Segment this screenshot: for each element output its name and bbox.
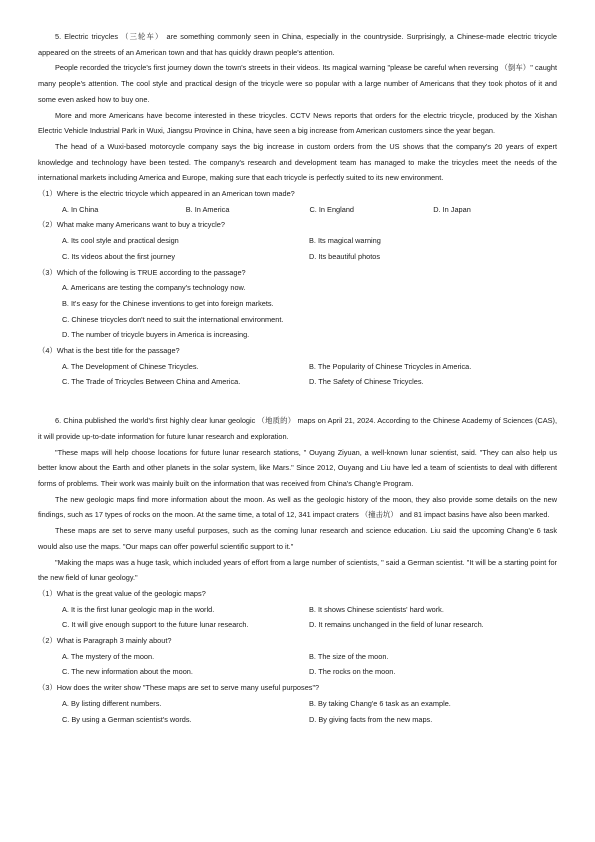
option-row	[38, 233, 557, 249]
option-c: C. The new information about the moon.	[62, 667, 193, 677]
passage-6	[38, 413, 557, 727]
option-b: B. The Popularity of Chinese Tricycles in America.	[309, 361, 472, 371]
passage-6-question-3	[38, 680, 557, 727]
option-c: C. Chinese tricycles don't need to suit the international environment.	[62, 314, 284, 324]
option-c: C. In England	[309, 204, 354, 214]
option-a: A. Americans are testing the company's technology now.	[62, 283, 246, 293]
option-c: C. Its videos about the first journey	[62, 251, 176, 261]
passage-5	[38, 29, 557, 390]
option-d: D. By giving facts from the new maps.	[309, 714, 433, 724]
passage-6-paragraph-5: "Making the maps was a huge task, which included years of effort from a large number of scientists, " said a German scientist. "It will be a starting point for the new field of lunar geology."	[38, 557, 557, 583]
passage-5-paragraph-2: People recorded the tricycle's first journey down the town's streets in their videos. Its magical warning "please be careful when reversing （倒车）" caught many people's attention. The cool style and practical design of the tricycle were so popular with a large number of Americans that they took photos of it and some even asked how to buy one.	[38, 63, 557, 104]
passage-5-question-2	[38, 217, 557, 264]
passage-6-paragraph-3: The new geologic maps find more information about the moon. As well as the geologic history of the moon, they also provide some details on the new findings, such as 17 types of rocks on the moon. At the same time, a total of 12, 341 impact craters （撞击坑） and 81 impact basins have also been marked.	[38, 494, 557, 520]
option-b: B. It's easy for the Chinese inventions to get into foreign markets.	[62, 298, 274, 308]
passage-6-paragraph-4: These maps are set to serve many useful purposes, such as the coming lunar research and science education. Liu said the upcoming Chang'e 6 task would also use the maps. "Our maps can offer powerful scientific support to it."	[38, 526, 557, 551]
question-stem: （2）What is Paragraph 3 mainly about?	[38, 636, 172, 646]
option-c: C. By using a German scientist's words.	[62, 714, 192, 724]
option-a: A. Its cool style and practical design	[62, 236, 179, 246]
option-d: D. It remains unchanged in the field of lunar research.	[309, 620, 484, 630]
passage-5-paragraph-4: The head of a Wuxi-based motorcycle company says the big increase in custom orders from the US shows that the company's 20 years of expert knowledge and technology have been tested. The company's research and development team has managed to make the tricycles meet the needs of the international markets including America and Europe, making sure that each tricycle is perfectly suited to its new environment.	[38, 141, 557, 183]
option-row	[38, 649, 557, 665]
question-stem: （2）What make many Americans want to buy a tricycle?	[38, 220, 225, 230]
passage-5-question-4	[38, 343, 557, 390]
passage-6-paragraph-1: 6. China published the world's first highly clear lunar geologic （地质的） maps on April 21, 2024. According to the Chinese Academy of Sciences (CAS), it will provide up-to-date information for future lunar research and exploration.	[38, 416, 557, 441]
question-stem: （1）What is the great value of the geologic maps?	[38, 588, 206, 598]
option-row	[38, 374, 557, 390]
option-a: A. By listing different numbers.	[62, 698, 162, 708]
option-row	[38, 664, 557, 680]
option-b: B. Its magical warning	[309, 236, 381, 246]
question-stem: （1）Where is the electric tricycle which appeared in an American town made?	[38, 189, 295, 199]
passage-5-question-3	[38, 265, 557, 344]
question-stem: （3）Which of the following is TRUE according to the passage?	[38, 267, 246, 277]
option-a: A. The mystery of the moon.	[62, 651, 155, 661]
option-d: D. The Safety of Chinese Tricycles.	[309, 377, 424, 387]
option-d: D. Its beautiful photos	[309, 251, 381, 261]
option-d: D. In Japan	[433, 204, 471, 214]
option-a: A. The Development of Chinese Tricycles.	[62, 361, 199, 371]
option-row	[38, 712, 557, 728]
option-b: B. By taking Chang'e 6 task as an example.	[309, 698, 451, 708]
option-b: B. It shows Chinese scientists' hard work.	[309, 604, 444, 614]
option-row	[38, 696, 557, 712]
passage-6-question-1	[38, 586, 557, 633]
passage-5-paragraph-3: More and more Americans have become interested in these tricycles. CCTV News reports that orders for the electric tricycle, produced by the Xishan Electric Vehicle Industrial Park in Wuxi, Jiangsu Province in China, have seen a big increase from American customers since the year began.	[38, 110, 557, 136]
option-a: A. In China	[62, 204, 99, 214]
option-row	[38, 359, 557, 375]
option-row	[38, 202, 557, 218]
section-spacer	[38, 390, 557, 413]
option-c: C. The Trade of Tricycles Between China and America.	[62, 377, 241, 387]
option-d: D. The number of tricycle buyers in America is increasing.	[62, 330, 250, 340]
option-row	[38, 617, 557, 633]
option-row	[38, 602, 557, 618]
passage-6-paragraph-2: "These maps will help choose locations for future lunar research stations, " Ouyang Ziyuan, a well-known lunar scientist, said. "They can also help us better know about the Earth and other planets in the solar system, like Mars." Since 2012, Ouyang and Liu have led a team of scientists to deal with different forms of problems. Their work was mainly built on the information that was received from China's Chang'e Program.	[38, 447, 557, 488]
option-c: C. It will give enough support to the future lunar research.	[62, 620, 249, 630]
passage-6-question-2	[38, 633, 557, 680]
option-d: D. The rocks on the moon.	[309, 667, 396, 677]
question-stem: （4）What is the best title for the passage?	[38, 346, 180, 356]
passage-5-question-1	[38, 186, 557, 217]
option-a: A. It is the first lunar geologic map in the world.	[62, 604, 215, 614]
option-b: B. In America	[185, 204, 230, 214]
option-row	[38, 249, 557, 265]
passage-5-paragraph-1: 5. Electric tricycles （三轮车） are something commonly seen in China, especially in the countryside. Surprisingly, a Chinese-made electric tricycle appeared on the streets of an American town and that has quickly drawn people's attention.	[38, 32, 557, 57]
option-b: B. The size of the moon.	[309, 651, 389, 661]
question-stem: （3）How does the writer show "These maps are set to serve many useful purposes"?	[38, 683, 320, 693]
